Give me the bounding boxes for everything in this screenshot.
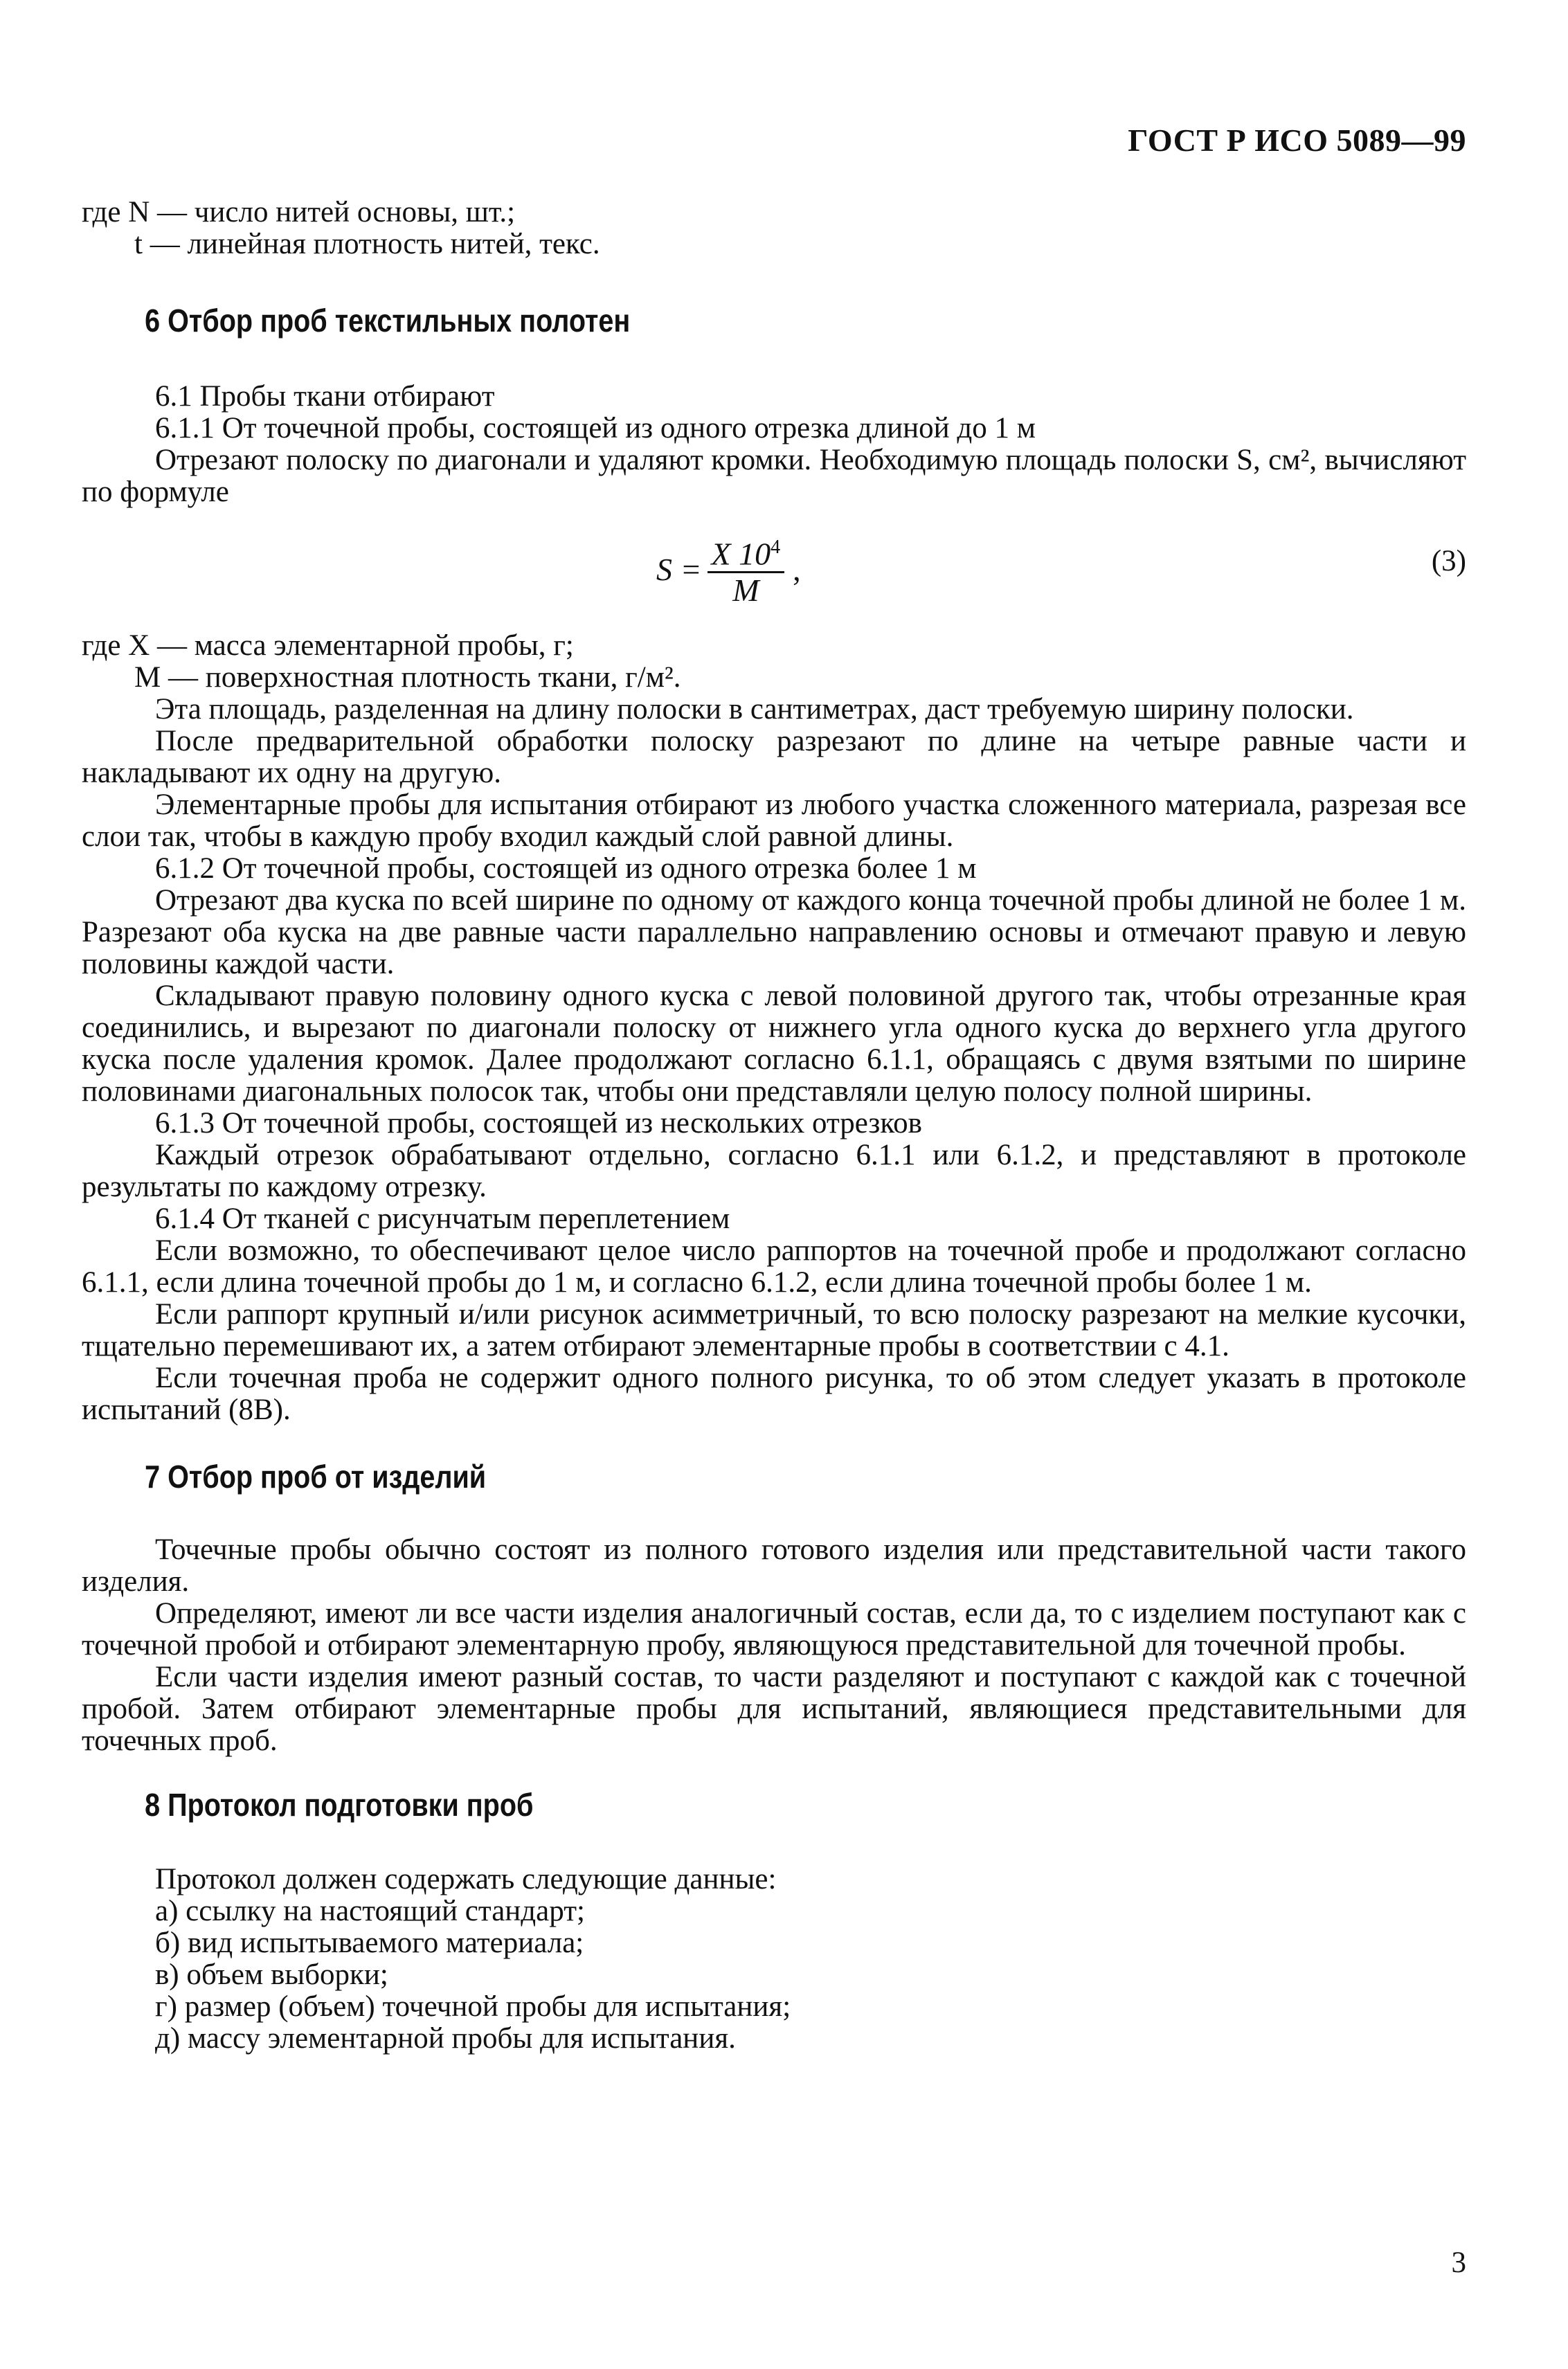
paragraph-fold: Складывают правую половину одного куска с левой половиной другого так, чтобы отрезанные края соединились, и вырезают по диагонали полоску от нижнего угла одного куска до верхнего угла другого куска после удаления кромок. Далее продолжают согласно 6.1.1, обращаясь с двумя взятыми по ширине половинами диагональных полосок так, чтобы они представляли целую полосу полной ширины. [82,980,1466,1108]
paragraph-elementary-samples: Элементарные пробы для испытания отбирают из любого участка сложенного материала, разрезая все слои так, чтобы в каждую пробу входил каждый слой равной длины. [82,789,1466,853]
list-item: г) размер (объем) точечной пробы для испытания; [155,1990,791,2023]
paragraph-area: Эта площадь, разделенная на длину полоски в сантиметрах, даст требуемую ширину полоски. [155,693,1354,726]
clause-6-1-3: 6.1.3 От точечной пробы, состоящей из нескольких отрезков [155,1107,922,1140]
list-item: а) ссылку на настоящий стандарт; [155,1895,585,1927]
section-7-heading: 7 Отбор проб от изделий [145,1459,487,1495]
section-8-heading: 8 Протокол подготовки проб [145,1787,534,1823]
paragraph-each-piece: Каждый отрезок обрабатывают отдельно, согласно 6.1.1 или 6.1.2, и представляют в протоколе результаты по каждому отрезку. [82,1139,1466,1203]
formula-3 [82,519,1466,611]
section-6-heading: 6 Отбор проб текстильных полотен [145,303,631,339]
paragraph-after-treatment: После предварительной обработки полоску разрезают по длине на четыре равные части и накладывают их одну на другую. [82,725,1466,789]
document-page [82,0,1466,2369]
where-m-line: M — поверхностная плотность ткани, г/м². [134,661,681,694]
page-number: 3 [1451,2246,1466,2279]
formula-denominator: M [732,573,759,609]
paragraph-no-full-pattern: Если точечная проба не содержит одного полного рисунка, то об этом следует указать в протоколе испытаний (8В). [82,1362,1466,1426]
formula-fraction [708,532,785,609]
formula-numerator-exponent: 4 [771,537,781,558]
paragraph-rapport: Если возможно, то обеспечивают целое число раппортов на точечной пробе и продолжают согласно 6.1.1, если длина точечной пробы до 1 м, и согласно 6.1.2, если длина точечной пробы более 1 м. [82,1234,1466,1299]
section-7-paragraph-1: Точечные пробы обычно состоят из полного готового изделия или представительной части такого изделия. [82,1533,1466,1598]
section-8-intro: Протокол должен содержать следующие данные: [155,1863,777,1895]
section-7-paragraph-3: Если части изделия имеют разный состав, то части разделяют и поступают с каждой как с точечной пробой. Затем отбирают элементарные пробы для испытаний, являющиеся представительными для точечных проб. [82,1661,1466,1757]
formula-numerator-base: X 10 [711,536,771,572]
clause-6-1-1: 6.1.1 От точечной пробы, состоящей из одного отрезка длиной до 1 м [155,412,1036,444]
paragraph-cut-strip: Отрезают полоску по диагонали и удаляют кромки. Необходимую площадь полоски S, см², вычисляют по формуле [82,444,1466,508]
paragraph-two-pieces: Отрезают два куска по всей ширине по одному от каждого конца точечной пробы длиной не более 1 м. Разрезают оба куска на две равные части параллельно направлению основы и отмечают правую и левую половины каждой части. [82,884,1466,980]
document-header-id: ГОСТ Р ИСО 5089—99 [1128,123,1466,158]
document-body [82,197,1466,2055]
section-7-paragraph-2: Определяют, имеют ли все части изделия аналогичный состав, если да, то с изделием поступают как с точечной пробой и отбирают элементарную пробу, являющуюся представительной для точечной пробы. [82,1597,1466,1661]
clause-6-1-4: 6.1.4 От тканей с рисунчатым переплетением [155,1202,730,1235]
paragraph-large-rapport: Если раппорт крупный и/или рисунок асимметричный, то всю полоску разрезают на мелкие кусочки, тщательно перемешивают их, а затем отбирают элементарные пробы в соответствии с 4.1. [82,1298,1466,1362]
where-x-line: где X — масса элементарной пробы, г; [82,629,574,662]
formula-comma: , [793,551,801,587]
list-item: б) вид испытываемого материала; [155,1927,584,1959]
formula-number: (3) [1431,545,1466,577]
where-n-line: где N — число нитей основы, шт.; [82,196,516,228]
clause-6-1-2: 6.1.2 От точечной пробы, состоящей из одного отрезка более 1 м [155,852,977,885]
list-item: д) массу элементарной пробы для испытания. [155,2022,736,2055]
formula-lhs: S = [656,551,702,587]
where-t-line: t — линейная плотность нитей, текс. [134,228,600,260]
list-item: в) объем выборки; [155,1958,388,1991]
clause-6-1: 6.1 Пробы ткани отбирают [155,380,495,413]
formula-expression [656,532,801,609]
formula-numerator [708,532,785,573]
